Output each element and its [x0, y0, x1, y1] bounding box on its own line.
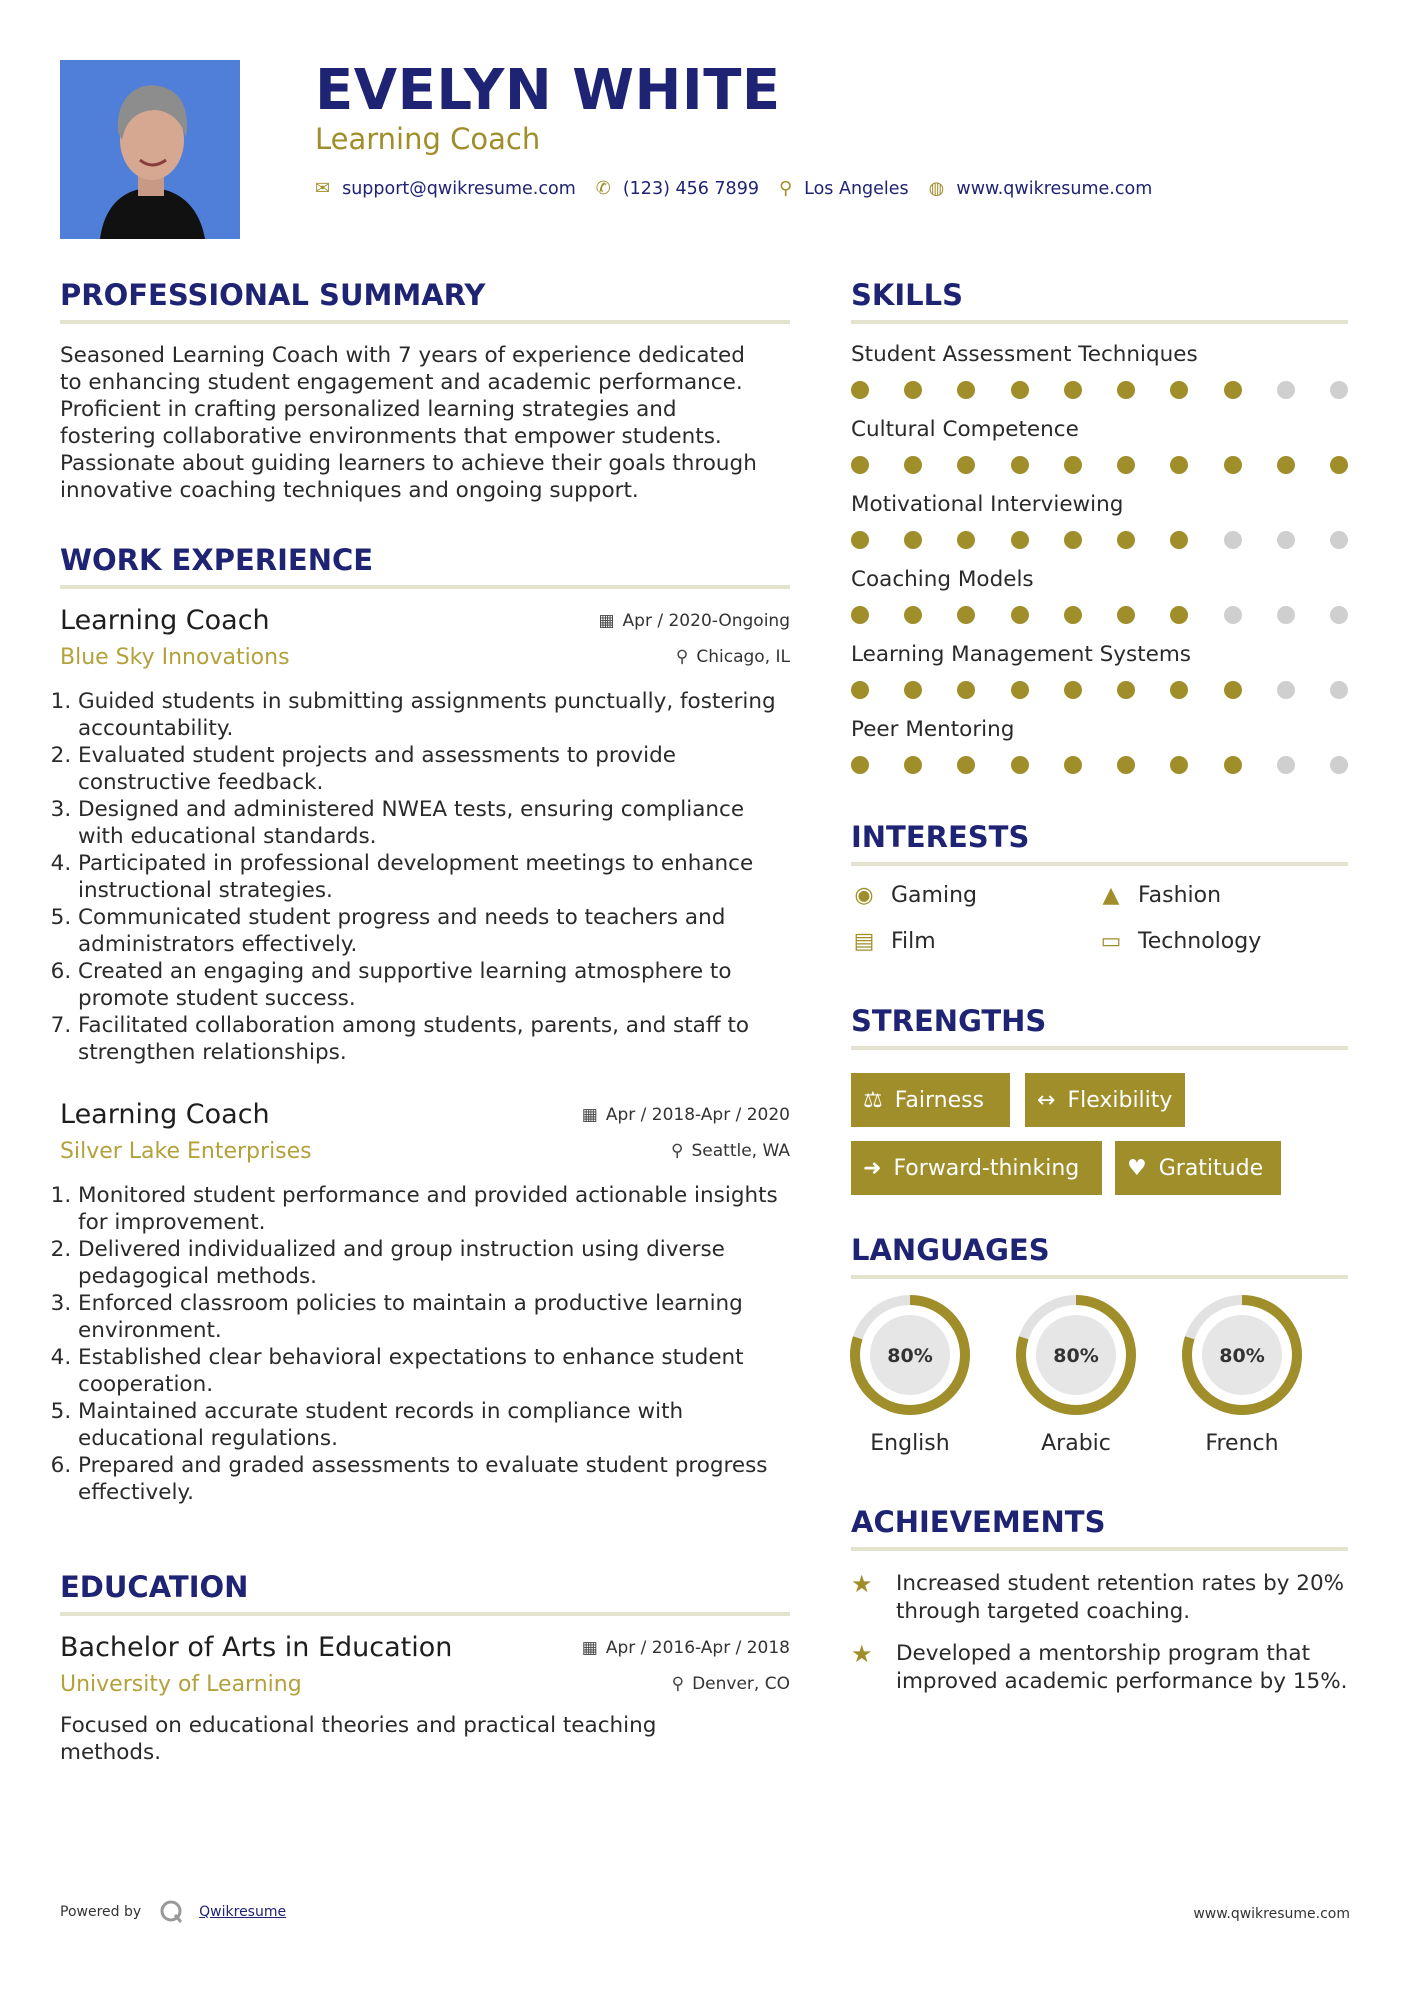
location-text: Los Angeles [804, 178, 909, 199]
skill-dot-filled [1224, 756, 1242, 774]
skill-dot-filled [957, 456, 975, 474]
skill-name: Cultural Competence [851, 417, 1079, 442]
bullet-item: 1. Monitored student performance and provided actionable insights for improvement. [78, 1182, 790, 1236]
skill-dot-filled [1064, 606, 1082, 624]
interest-item [851, 929, 936, 954]
skill-dot-filled [904, 681, 922, 699]
achievement-text: Increased student retention rates by 20% through targeted coaching. [896, 1571, 1345, 1624]
job-company: Silver Lake Enterprises [60, 1139, 312, 1164]
summary-line: fostering collaborative environments that empower students. [60, 424, 722, 449]
language-gauge [1180, 1293, 1304, 1417]
job-company: Blue Sky Innovations [60, 645, 290, 670]
skills-heading: SKILLS [851, 278, 963, 312]
strength-badge [851, 1073, 1010, 1127]
strength-label: Forward-thinking [893, 1155, 1080, 1181]
bullet-item: 3. Designed and administered NWEA tests, ensuring compliance with educational standards. [78, 796, 790, 850]
skills-divider [851, 320, 1348, 324]
star-icon: ★ [851, 1570, 873, 1598]
job-location [676, 647, 790, 667]
skill-dot-filled [1170, 381, 1188, 399]
contact-website[interactable] [929, 178, 1153, 199]
achievement-text: Developed a mentorship program that improved academic performance by 15%. [896, 1641, 1348, 1694]
skill-dot-filled [957, 756, 975, 774]
pin-icon: ⚲ [675, 647, 689, 667]
school-name: University of Learning [60, 1672, 302, 1697]
language-percent: 80% [1219, 1345, 1265, 1367]
skill-dot-filled [904, 456, 922, 474]
contact-location [779, 178, 909, 199]
skill-dot-empty [1277, 606, 1295, 624]
interest-label: Film [891, 929, 936, 954]
globe-icon: ◍ [928, 178, 945, 199]
skill-dot-filled [851, 531, 869, 549]
skill-dot-filled [1224, 381, 1242, 399]
job-date-text: Apr / 2020-Ongoing [622, 611, 790, 631]
achievements-heading: ACHIEVEMENTS [851, 1505, 1106, 1539]
job-location-text: Seattle, WA [691, 1141, 790, 1161]
language-gauge [848, 1293, 972, 1417]
interest-label: Fashion [1138, 883, 1222, 908]
skill-dot-filled [1064, 456, 1082, 474]
strength-label: Gratitude [1158, 1155, 1264, 1181]
strengths-heading: STRENGTHS [851, 1004, 1047, 1038]
interest-item [1098, 883, 1221, 908]
language-gauge [1014, 1293, 1138, 1417]
strength-badge [851, 1141, 1102, 1195]
skill-dot-filled [904, 606, 922, 624]
education-description: Focused on educational theories and practical teaching methods. [60, 1713, 657, 1765]
envelope-icon: ✉ [315, 178, 331, 199]
skill-dot-empty [1277, 381, 1295, 399]
bullet-item: 6. Prepared and graded assessments to evaluate student progress effectively. [78, 1452, 790, 1506]
arrows-horizontal-icon: ↔ [1037, 1087, 1056, 1113]
qwikresume-logo-icon [159, 1899, 185, 1925]
star-icon: ★ [851, 1640, 873, 1668]
skill-dot-filled [851, 381, 869, 399]
education-divider [60, 1612, 790, 1616]
job-date-text: Apr / 2018-Apr / 2020 [605, 1105, 790, 1125]
job-title: Learning Coach [60, 605, 270, 636]
skill-name: Peer Mentoring [851, 717, 1015, 742]
languages-heading: LANGUAGES [851, 1233, 1050, 1267]
skill-rating [851, 681, 1348, 699]
skill-dot-empty [1330, 531, 1348, 549]
bullet-item: 5. Communicated student progress and needs to teachers and administrators effectively. [78, 904, 790, 958]
profile-photo [60, 60, 240, 239]
skill-dot-filled [1117, 756, 1135, 774]
gamepad-icon: ◉ [854, 883, 874, 908]
summary-line: Seasoned Learning Coach with 7 years of experience dedicated [60, 343, 745, 368]
strength-label: Fairness [894, 1087, 985, 1113]
pin-icon: ⚲ [671, 1674, 685, 1694]
skill-dot-filled [1117, 606, 1135, 624]
achievements-divider [851, 1547, 1348, 1551]
skill-dot-filled [1011, 606, 1029, 624]
language-percent: 80% [1053, 1345, 1099, 1367]
summary-heading: PROFESSIONAL SUMMARY [60, 278, 486, 312]
powered-by-text: Powered by [60, 1904, 142, 1920]
skill-dot-filled [957, 606, 975, 624]
skill-dot-filled [851, 456, 869, 474]
skill-dot-filled [904, 531, 922, 549]
footer-url[interactable]: www.qwikresume.com [1193, 1906, 1350, 1922]
bullet-item: 4. Established clear behavioral expectations to enhance student cooperation. [78, 1344, 790, 1398]
job-date [582, 1105, 790, 1125]
degree-title: Bachelor of Arts in Education [60, 1632, 453, 1663]
education-heading: EDUCATION [60, 1570, 249, 1604]
skill-dot-empty [1277, 681, 1295, 699]
contact-phone[interactable] [596, 178, 759, 199]
balance-scale-icon: ⚖ [863, 1087, 883, 1113]
education-location-text: Denver, CO [692, 1674, 790, 1694]
skill-dot-filled [1170, 756, 1188, 774]
skill-dot-filled [957, 531, 975, 549]
skill-dot-filled [851, 606, 869, 624]
languages-divider [851, 1275, 1348, 1279]
summary-line: Passionate about guiding learners to achieve their goals through [60, 451, 757, 476]
bullet-item: 6. Created an engaging and supportive learning atmosphere to promote student success. [78, 958, 790, 1012]
strength-label: Flexibility [1067, 1087, 1173, 1113]
interest-label: Gaming [891, 883, 977, 908]
strength-badge [1025, 1073, 1185, 1127]
job-bullets [60, 1182, 790, 1506]
work-divider [60, 585, 790, 589]
laptop-icon: ▭ [1100, 929, 1122, 954]
skill-dot-filled [1064, 531, 1082, 549]
job-title: Learning Coach [60, 1099, 270, 1130]
phone-icon: ✆ [595, 178, 611, 199]
calendar-icon: ▦ [598, 611, 615, 631]
skill-dot-filled [1064, 681, 1082, 699]
bullet-item: 1. Guided students in submitting assignments punctually, fostering accountability. [78, 688, 790, 742]
bullet-item: 2. Delivered individualized and group instruction using diverse pedagogical methods. [78, 1236, 790, 1290]
language-percent: 80% [887, 1345, 933, 1367]
bullet-item: 2. Evaluated student projects and assessments to provide constructive feedback. [78, 742, 790, 796]
bullet-item: 5. Maintained accurate student records in compliance with educational regulations. [78, 1398, 790, 1452]
skill-rating [851, 456, 1348, 474]
strength-badge [1115, 1141, 1281, 1195]
skill-rating [851, 756, 1348, 774]
email-text: support@qwikresume.com [342, 178, 576, 199]
job-date [598, 611, 790, 631]
summary-line: to enhancing student engagement and academic performance. [60, 370, 743, 395]
film-icon: ▤ [853, 929, 875, 954]
skill-dot-empty [1330, 381, 1348, 399]
skill-dot-filled [851, 756, 869, 774]
interests-heading: INTERESTS [851, 820, 1030, 854]
skill-dot-empty [1330, 756, 1348, 774]
skill-dot-filled [904, 381, 922, 399]
skill-dot-filled [1170, 606, 1188, 624]
bullet-item: 7. Facilitated collaboration among students, parents, and staff to strengthen relationships. [78, 1012, 790, 1066]
summary-line: innovative coaching techniques and ongoing support. [60, 478, 639, 503]
language-name: French [1205, 1431, 1279, 1456]
skill-dot-filled [1011, 681, 1029, 699]
skill-dot-filled [1117, 681, 1135, 699]
calendar-icon: ▦ [581, 1638, 598, 1658]
skill-dot-filled [1011, 381, 1029, 399]
map-marker-icon: ⚲ [778, 178, 793, 199]
skill-dot-filled [1011, 456, 1029, 474]
strengths-divider [851, 1046, 1348, 1050]
skill-dot-filled [1224, 681, 1242, 699]
arrow-right-icon: ➜ [863, 1155, 882, 1181]
achievement-item [851, 1640, 1351, 1696]
interest-item [851, 883, 977, 908]
skill-dot-filled [1117, 531, 1135, 549]
skill-name: Coaching Models [851, 567, 1034, 592]
heart-icon: ♥ [1127, 1155, 1147, 1181]
language-name: English [870, 1431, 950, 1456]
skill-dot-filled [904, 756, 922, 774]
skill-dot-empty [1224, 606, 1242, 624]
skill-dot-filled [1330, 456, 1348, 474]
candidate-name: EVELYN WHITE [315, 58, 781, 123]
skill-dot-filled [1277, 456, 1295, 474]
skill-rating [851, 606, 1348, 624]
calendar-icon: ▦ [581, 1105, 598, 1125]
language-name: Arabic [1041, 1431, 1111, 1456]
skill-dot-filled [1011, 756, 1029, 774]
summary-text [60, 342, 790, 504]
shopping-bag-icon: ▲ [1102, 883, 1120, 908]
skill-dot-empty [1330, 606, 1348, 624]
education-location [672, 1674, 790, 1694]
skill-name: Learning Management Systems [851, 642, 1192, 667]
skill-dot-filled [957, 381, 975, 399]
skill-dot-filled [1117, 456, 1135, 474]
skill-rating [851, 381, 1348, 399]
skill-dot-filled [1064, 756, 1082, 774]
skill-dot-filled [957, 681, 975, 699]
summary-divider [60, 320, 790, 324]
job-location-text: Chicago, IL [696, 647, 790, 667]
footer-powered-by [60, 1899, 286, 1925]
skill-name: Student Assessment Techniques [851, 342, 1198, 367]
skill-dot-filled [1170, 681, 1188, 699]
skill-dot-filled [1170, 531, 1188, 549]
summary-line: Proficient in crafting personalized learning strategies and [60, 397, 677, 422]
job-entry-1 [60, 605, 790, 1075]
work-heading: WORK EXPERIENCE [60, 543, 374, 577]
job-bullets [60, 688, 790, 1066]
skill-dot-empty [1224, 531, 1242, 549]
brand-link[interactable]: Qwikresume [199, 1904, 287, 1920]
interests-divider [851, 862, 1348, 866]
skill-dot-filled [1064, 381, 1082, 399]
interest-label: Technology [1138, 929, 1262, 954]
job-location [671, 1141, 790, 1161]
education-date [582, 1638, 790, 1658]
bullet-item: 4. Participated in professional development meetings to enhance instructional strategies. [78, 850, 790, 904]
contact-email[interactable] [315, 178, 576, 199]
skill-dot-filled [851, 681, 869, 699]
job-entry-2 [60, 1099, 790, 1519]
pin-icon: ⚲ [671, 1141, 684, 1161]
phone-text: (123) 456 7899 [622, 178, 759, 199]
skill-dot-filled [1011, 531, 1029, 549]
skill-dot-filled [1170, 456, 1188, 474]
skill-dot-filled [1224, 456, 1242, 474]
website-text: www.qwikresume.com [956, 178, 1153, 199]
education-entry [60, 1632, 790, 1772]
skill-dot-empty [1277, 756, 1295, 774]
bullet-item: 3. Enforced classroom policies to maintain a productive learning environment. [78, 1290, 790, 1344]
candidate-title: Learning Coach [315, 122, 541, 156]
interest-item [1098, 929, 1261, 954]
skill-name: Motivational Interviewing [851, 492, 1124, 517]
education-date-text: Apr / 2016-Apr / 2018 [605, 1638, 790, 1658]
skill-dot-empty [1330, 681, 1348, 699]
contact-bar [315, 178, 1172, 199]
achievement-item [851, 1570, 1351, 1626]
skill-rating [851, 531, 1348, 549]
skill-dot-filled [1117, 381, 1135, 399]
skill-dot-empty [1277, 531, 1295, 549]
